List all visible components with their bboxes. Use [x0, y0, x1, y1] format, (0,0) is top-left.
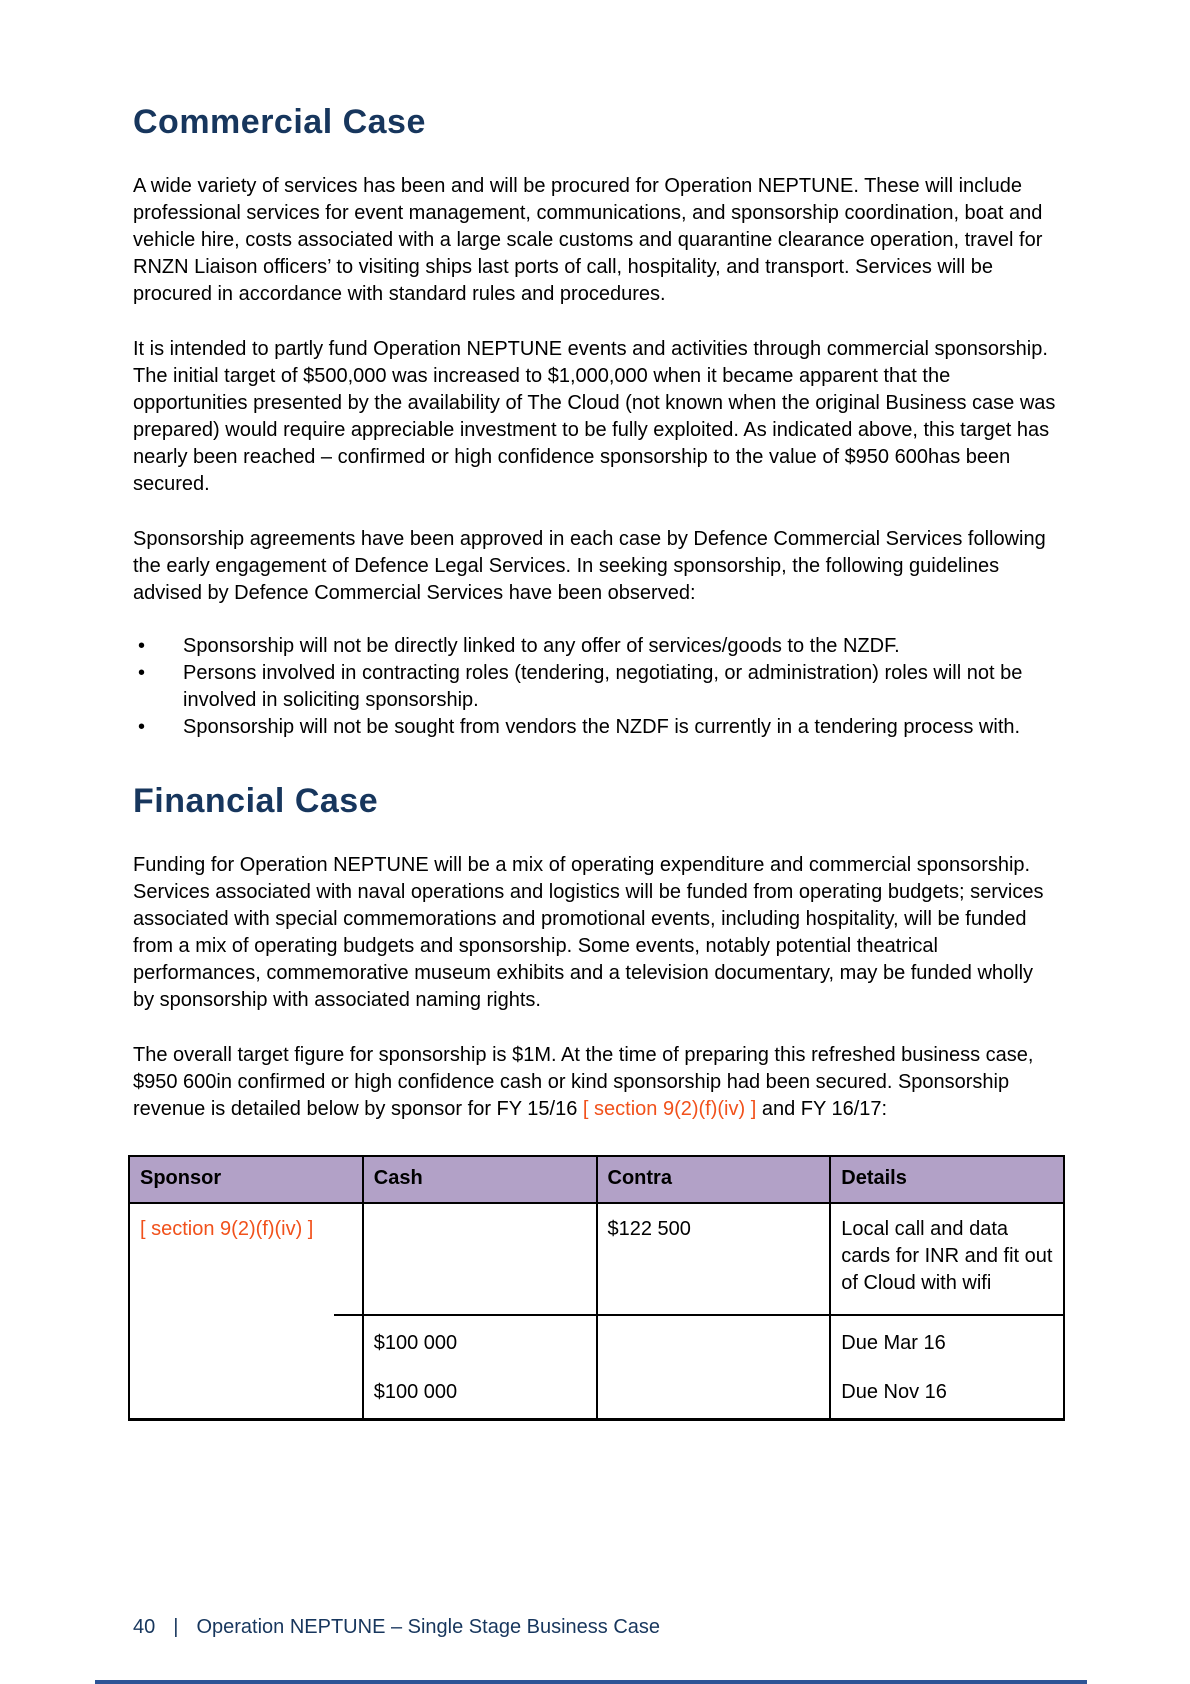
- bullet-icon: •: [138, 634, 146, 657]
- column-header-cash: Cash: [363, 1156, 597, 1203]
- list-item: [133, 714, 1057, 741]
- cash-cell: [363, 1315, 597, 1420]
- commercial-paragraph-2: It is intended to partly fund Operation NEPTUNE events and activities through commercial sponsorship. The initial target of $500,000 was increased to $1,000,000 when it became apparent that the opportunities presented by the availability of The Cloud (not known when the original Business case was prepared) would require appreciable investment to be fully exploited. As indicated above, this target has nearly been reached – confirmed or high confidence sponsorship to the value of $950 600has been secured.: [133, 337, 1056, 495]
- sponsorship-guidelines-list: [133, 633, 1057, 741]
- list-item: [133, 660, 1057, 714]
- financial-paragraph-2: [133, 1042, 1057, 1123]
- contra-cell: [597, 1315, 831, 1420]
- commercial-paragraph-3: Sponsorship agreements have been approved in each case by Defence Commercial Services following the early engagement of Defence Legal Services. In seeking sponsorship, the following guidelines advised by Defence Commercial Services have been observed:: [133, 527, 1046, 604]
- sponsor-cell: [129, 1203, 363, 1420]
- page-footer: [133, 1614, 660, 1641]
- sponsorship-revenue-table: [128, 1155, 1065, 1421]
- redaction-marker: [ section 9(2)(f)(iv) ]: [140, 1217, 314, 1240]
- page-number: 40: [133, 1616, 156, 1638]
- table-row: [129, 1203, 1064, 1315]
- paragraph-text: and FY 16/17:: [756, 1097, 888, 1120]
- column-header-details: Details: [830, 1156, 1064, 1203]
- column-header-sponsor: Sponsor: [129, 1156, 363, 1203]
- footer-separator: |: [173, 1616, 179, 1638]
- cash-value: $100 000: [373, 1331, 458, 1354]
- financial-case-heading: Financial Case: [133, 781, 379, 820]
- bullet-icon: •: [138, 661, 146, 684]
- bullet-text: Sponsorship will not be sought from vendors the NZDF is currently in a tendering process with.: [183, 715, 1021, 738]
- cash-value: $100 000: [373, 1380, 458, 1403]
- redaction-marker: [ section 9(2)(f)(iv) ]: [582, 1097, 757, 1120]
- commercial-case-heading: Commercial Case: [133, 103, 426, 141]
- footer-document-title: Operation NEPTUNE – Single Stage Business Case: [196, 1616, 661, 1638]
- details-value: Due Mar 16: [841, 1331, 946, 1354]
- table-header-row: [129, 1156, 1064, 1203]
- financial-paragraph-1: Funding for Operation NEPTUNE will be a mix of operating expenditure and commercial sponsorship. Services associated with naval operations and logistics will be funded from operating budgets; services associated with special commemorations and promotional events, including hospitality, will be funded from a mix of operating budgets and sponsorship. Some events, notably potential theatrical performances, commemorative museum exhibits and a television documentary, may be funded wholly by sponsorship with associated naming rights.: [133, 853, 1044, 1011]
- list-item: [133, 633, 1057, 660]
- cash-cell: [363, 1203, 597, 1315]
- details-cell: [830, 1315, 1064, 1420]
- details-value: Due Nov 16: [841, 1380, 947, 1403]
- next-page-edge-bar: [95, 1680, 1087, 1684]
- bullet-icon: •: [138, 715, 146, 738]
- contra-cell: $122 500: [597, 1203, 831, 1315]
- bullet-text: Persons involved in contracting roles (tendering, negotiating, or administration) roles will not be involved in soliciting sponsorship.: [183, 661, 1023, 711]
- paragraph-text: The overall target figure for sponsorship is $1M. At the time of preparing this refreshed business case, $950 600in confirmed or high confidence cash or kind sponsorship had been secured. Sponsorship revenue is detailed below by sponsor for FY 15/16: [133, 1043, 1034, 1120]
- commercial-paragraph-1: A wide variety of services has been and will be procured for Operation NEPTUNE. These will include professional services for event management, communications, and sponsorship coordination, boat and vehicle hire, costs associated with a large scale customs and quarantine clearance operation, travel for RNZN Liaison officers’ to visiting ships last ports of call, hospitality, and transport. Services will be procured in accordance with standard rules and procedures.: [133, 174, 1043, 305]
- details-cell: Local call and data cards for INR and fit out of Cloud with wifi: [830, 1203, 1064, 1315]
- column-header-contra: Contra: [597, 1156, 831, 1203]
- bullet-text: Sponsorship will not be directly linked to any offer of services/goods to the NZDF.: [183, 634, 900, 657]
